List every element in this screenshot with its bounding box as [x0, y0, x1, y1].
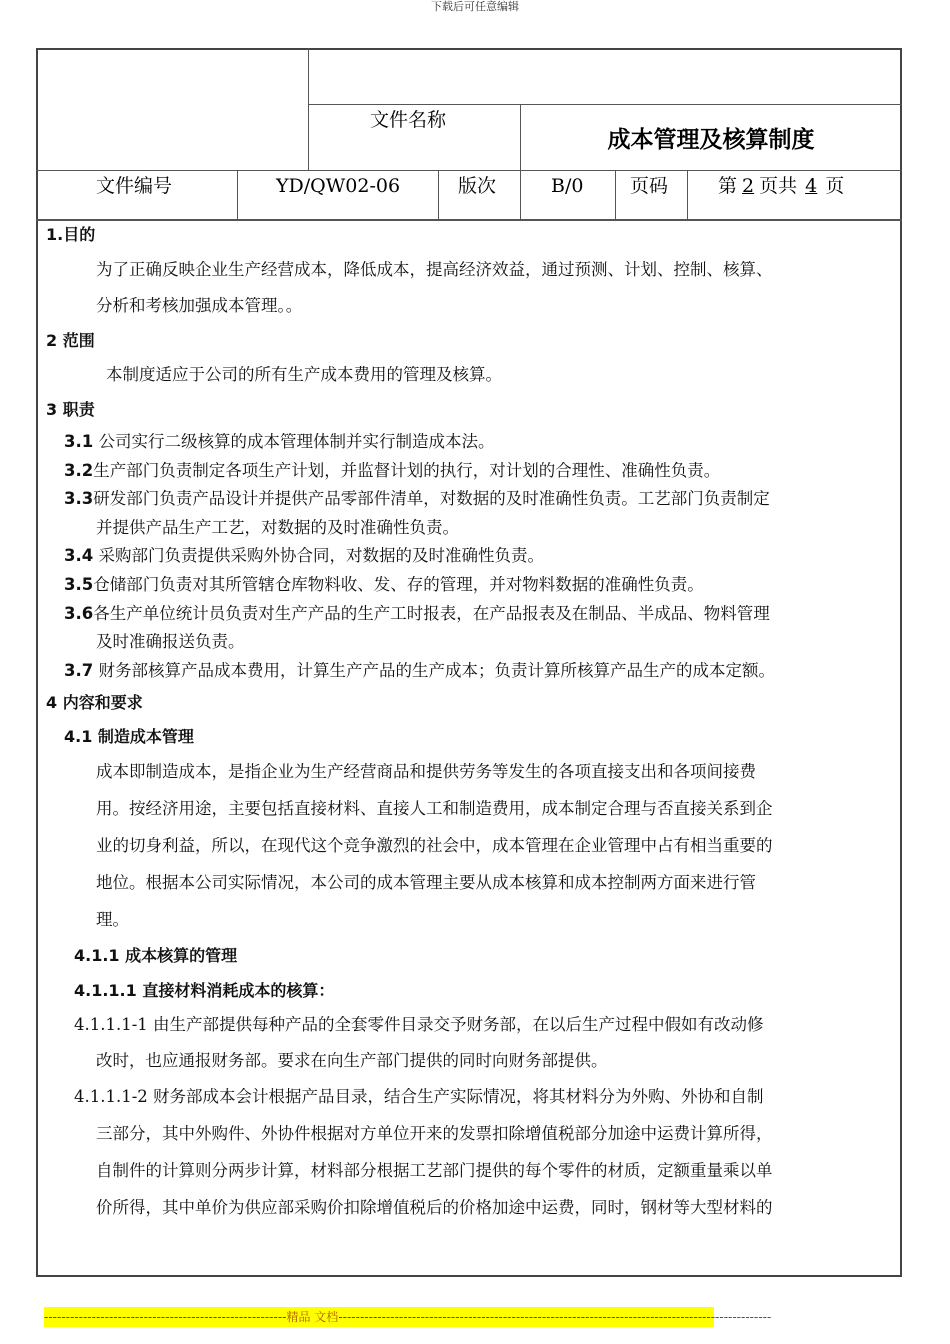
section-2-text: 本制度适应于公司的所有生产成本费用的管理及核算。 [106, 365, 502, 384]
document-title: 成本管理及核算制度 [607, 126, 815, 153]
section-4-heading: 4 内容和要求 [46, 693, 143, 712]
section-3-7 [64, 660, 775, 682]
file-name-label: 文件名称 [370, 109, 447, 131]
footer-label: 精品 文档 [286, 1310, 339, 1324]
section-3-3 [64, 488, 770, 510]
page-middle: 页共 [759, 175, 798, 197]
header-line [36, 219, 902, 221]
item-text: 财务部核算产品成本费用，计算生产产品的生产成本；负责计算所核算产品生产的成本定额。 [93, 661, 775, 680]
section-1-text: 为了正确反映企业生产经营成本，降低成本，提高经济效益，通过预测、计划、控制、核算、 [96, 260, 773, 279]
paragraph-4-1-1-1-2: 4.1.1.1-2 财务部成本会计根据产品目录，结合生产实际情况，将其材料分为外购、外协和自制 [74, 1087, 764, 1106]
header-line [237, 170, 238, 220]
section-3-4 [64, 545, 544, 567]
header-line [687, 170, 688, 220]
footer-dashes-left: -------------------------------------------------------- [44, 1310, 287, 1324]
page-total: 4 [805, 175, 818, 197]
item-text: 生产部门负责制定各项生产计划，并监督计划的执行，对计划的合理性、准确性负责。 [93, 461, 721, 480]
item-text: 仓储部门负责对其所管辖仓库物料收、发、存的管理，并对物料数据的准确性负责。 [93, 575, 704, 594]
header-line [438, 170, 439, 220]
item-number: 3.2 [64, 461, 94, 480]
section-2-heading: 2 范围 [46, 331, 95, 350]
header-line [615, 170, 616, 220]
header-line [36, 170, 902, 171]
item-number: 3.6 [64, 604, 94, 623]
item-text: 各生产单位统计员负责对生产产品的生产工时报表，在产品报表及在制品、半成品、物料管理 [93, 604, 770, 623]
item-text: 研发部门负责产品设计并提供产品零部件清单，对数据的及时准确性负责。工艺部门负责制定 [93, 489, 770, 508]
item-number: 3.3 [64, 489, 94, 508]
footer-dashes-right: ---------------------------------------------------------------------------------------------------- [338, 1310, 772, 1324]
footer-banner [44, 1307, 772, 1327]
section-1-text: 分析和考核加强成本管理。。 [96, 296, 303, 315]
section-4-1-1-heading: 4.1.1 成本核算的管理 [74, 946, 238, 965]
version-value: B/0 [551, 175, 584, 197]
item-text: 采购部门负责提供采购外协合同，对数据的及时准确性负责。 [93, 546, 544, 565]
paragraph-4-1-1-1-1: 4.1.1.1-1 由生产部提供每种产品的全套零件目录交予财务部，在以后生产过程中假如有改动修 [74, 1015, 764, 1034]
version-label: 版次 [458, 175, 497, 197]
page-indicator [718, 174, 844, 198]
section-3-6 [64, 603, 770, 625]
file-no-label: 文件编号 [96, 175, 173, 197]
page-current: 2 [742, 175, 755, 197]
section-4-1-1-1-heading: 4.1.1.1 直接材料消耗成本的核算： [74, 981, 335, 1000]
item-number: 3.7 [64, 661, 94, 680]
file-no-value: YD/QW02-06 [276, 175, 401, 197]
page-label: 页码 [630, 175, 669, 197]
section-4-1-heading: 4.1 制造成本管理 [64, 727, 194, 746]
section-4-1-text: 理。 [96, 910, 129, 929]
section-1-heading: 1.目的 [46, 225, 96, 244]
section-3-3-cont: 并提供产品生产工艺，对数据的及时准确性负责。 [96, 518, 459, 537]
header-line [308, 48, 309, 170]
item-number: 3.4 [64, 546, 94, 565]
section-3-5 [64, 574, 704, 596]
paragraph-4-1-1-1-1: 改时，也应通报财务部。要求在向生产部门提供的同时向财务部提供。 [96, 1051, 608, 1070]
top-note: 下载后可任意编辑 [431, 0, 519, 13]
paragraph-4-1-1-1-2: 价所得，其中单价为供应部采购价扣除增值税后的价格加途中运费，同时，钢材等大型材料的 [96, 1198, 773, 1217]
section-3-2 [64, 460, 720, 482]
item-number: 3.5 [64, 575, 94, 594]
paragraph-4-1-1-1-2: 自制件的计算则分两步计算，材料部分根据工艺部门提供的每个零件的材质，定额重量乘以单 [96, 1161, 773, 1180]
page-suffix: 页 [825, 175, 845, 197]
item-number: 3.1 [64, 432, 94, 451]
section-4-1-text: 地位。根据本公司实际情况，本公司的成本管理主要从成本核算和成本控制两方面来进行管 [96, 873, 756, 892]
section-4-1-text: 用。按经济用途，主要包括直接材料、直接人工和制造费用，成本制定合理与否直接关系到企 [96, 799, 773, 818]
page-prefix: 第 [718, 175, 738, 197]
section-4-1-text: 成本即制造成本，是指企业为生产经营商品和提供劳务等发生的各项直接支出和各项间接费 [96, 762, 756, 781]
section-3-heading: 3 职责 [46, 400, 95, 419]
item-text: 公司实行二级核算的成本管理体制并实行制造成本法。 [93, 432, 495, 451]
paragraph-4-1-1-1-2: 三部分，其中外购件、外协件根据对方单位开来的发票扣除增值税部分加途中运费计算所得， [96, 1124, 773, 1143]
section-3-1 [64, 431, 494, 453]
section-4-1-text: 业的切身利益，所以，在现代这个竞争激烈的社会中，成本管理在企业管理中占有相当重要的 [96, 836, 773, 855]
section-3-6-cont: 及时准确报送负责。 [96, 632, 245, 651]
